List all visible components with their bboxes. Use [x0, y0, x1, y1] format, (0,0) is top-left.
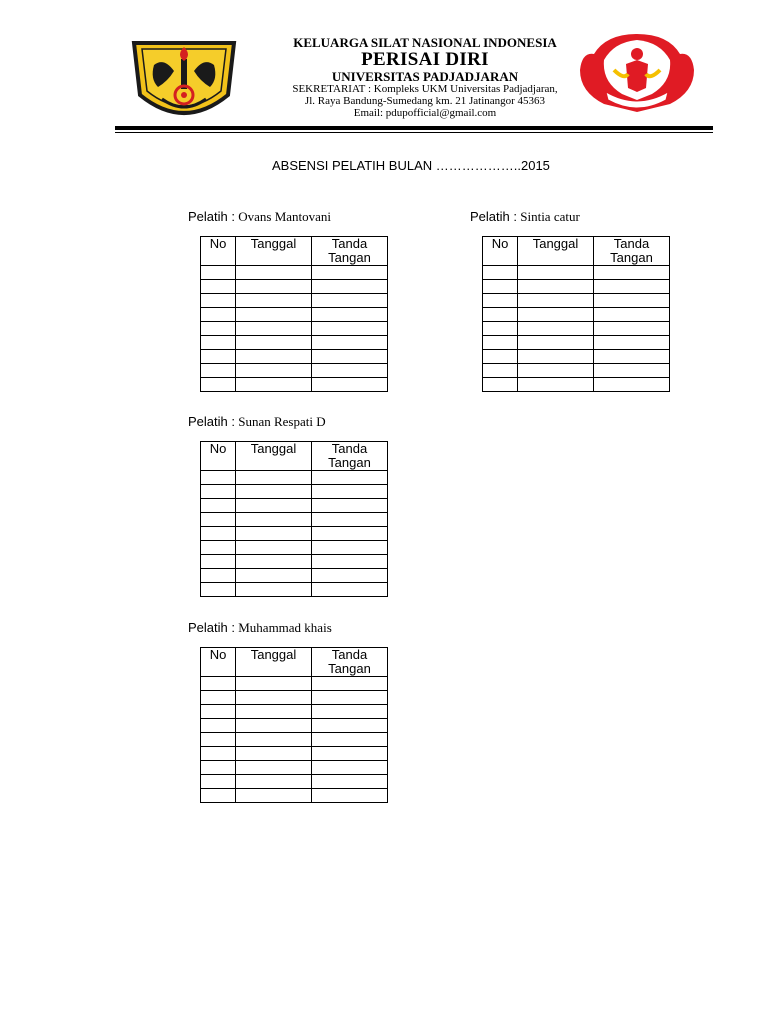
cell-date: [236, 378, 312, 392]
cell-no: [201, 677, 236, 691]
cell-date: [236, 761, 312, 775]
cell-signature: [312, 485, 388, 499]
table-row: [201, 705, 388, 719]
trainer-prefix: Pelatih :: [188, 620, 235, 635]
cell-date: [518, 364, 594, 378]
table-row: [201, 308, 388, 322]
header-date: Tanggal: [518, 237, 594, 266]
cell-signature: [312, 775, 388, 789]
cell-no: [201, 294, 236, 308]
email-line: Email: pdupofficial@gmail.com: [353, 107, 497, 119]
table-header-row: [201, 648, 388, 677]
cell-no: [201, 761, 236, 775]
cell-signature: [312, 350, 388, 364]
cell-date: [236, 789, 312, 803]
cell-signature: [312, 471, 388, 485]
cell-date: [236, 322, 312, 336]
header-rule-thin: [115, 132, 713, 133]
attendance-table: [200, 441, 388, 597]
cell-signature: [312, 761, 388, 775]
cell-no: [483, 364, 518, 378]
cell-signature: [312, 677, 388, 691]
header-rule-thick: [115, 126, 713, 130]
cell-signature: [312, 280, 388, 294]
cell-signature: [594, 336, 670, 350]
header-no: No: [483, 237, 518, 266]
table-row: [201, 569, 388, 583]
cell-date: [518, 336, 594, 350]
cell-date: [236, 294, 312, 308]
cell-date: [236, 569, 312, 583]
header-signature: [312, 237, 388, 266]
cell-no: [201, 350, 236, 364]
cell-signature: [312, 513, 388, 527]
cell-date: [236, 471, 312, 485]
header-signature: [312, 442, 388, 471]
header-signature-line2: Tangan: [328, 455, 371, 470]
cell-no: [483, 280, 518, 294]
cell-no: [201, 691, 236, 705]
trainer-name: Sintia catur: [520, 209, 580, 224]
cell-no: [201, 266, 236, 280]
table-row: [483, 364, 670, 378]
organization-title: PERISAI DIRI: [361, 49, 489, 70]
header-date: Tanggal: [236, 442, 312, 471]
table-row: [201, 691, 388, 705]
cell-no: [201, 705, 236, 719]
cell-no: [201, 280, 236, 294]
secretariat-line: SEKRETARIAT : Kompleks UKM Universitas Padjadjaran,: [292, 83, 558, 95]
cell-no: [201, 719, 236, 733]
cell-signature: [312, 294, 388, 308]
trainer-label: [188, 209, 331, 225]
cell-date: [518, 308, 594, 322]
cell-no: [483, 322, 518, 336]
cell-date: [236, 336, 312, 350]
cell-signature: [594, 322, 670, 336]
cell-signature: [594, 266, 670, 280]
cell-date: [236, 691, 312, 705]
table-row: [201, 527, 388, 541]
cell-signature: [312, 308, 388, 322]
header-signature-line2: Tangan: [328, 661, 371, 676]
table-row: [201, 733, 388, 747]
document-title: ABSENSI PELATIH BULAN ………………..2015: [272, 158, 550, 173]
cell-date: [518, 280, 594, 294]
cell-signature: [312, 541, 388, 555]
cell-date: [236, 719, 312, 733]
cell-no: [201, 513, 236, 527]
cell-no: [201, 308, 236, 322]
table-row: [201, 555, 388, 569]
cell-no: [201, 775, 236, 789]
table-row: [201, 513, 388, 527]
header-no: No: [201, 442, 236, 471]
header-signature-line1: Tanda: [331, 441, 368, 456]
cell-date: [518, 378, 594, 392]
header-no: No: [201, 648, 236, 677]
header-signature: [312, 648, 388, 677]
attendance-table: [200, 647, 388, 803]
cell-no: [201, 527, 236, 541]
table-row: [483, 336, 670, 350]
table-row: [201, 280, 388, 294]
cell-signature: [312, 691, 388, 705]
table-header-row: [201, 442, 388, 471]
table-row: [201, 471, 388, 485]
organization-name: KELUARGA SILAT NASIONAL INDONESIA: [293, 35, 557, 50]
cell-no: [483, 294, 518, 308]
trainer-name: Muhammad khais: [238, 620, 332, 635]
cell-signature: [312, 705, 388, 719]
cell-signature: [312, 569, 388, 583]
cell-no: [201, 789, 236, 803]
trainer-prefix: Pelatih :: [188, 414, 235, 429]
cell-date: [236, 733, 312, 747]
table-row: [201, 499, 388, 513]
table-row: [201, 336, 388, 350]
cell-date: [236, 527, 312, 541]
trainer-prefix: Pelatih :: [188, 209, 235, 224]
cell-no: [201, 378, 236, 392]
cell-date: [518, 294, 594, 308]
cell-signature: [312, 527, 388, 541]
cell-signature: [312, 583, 388, 597]
university-name: UNIVERSITAS PADJADJARAN: [331, 69, 519, 84]
cell-date: [518, 322, 594, 336]
table-row: [201, 378, 388, 392]
trainer-name: Ovans Mantovani: [238, 209, 332, 224]
cell-date: [236, 747, 312, 761]
table-row: [201, 719, 388, 733]
cell-no: [201, 541, 236, 555]
cell-date: [236, 705, 312, 719]
cell-date: [236, 513, 312, 527]
cell-date: [236, 775, 312, 789]
table-row: [483, 266, 670, 280]
header-signature-line1: Tanda: [331, 647, 368, 662]
table-row: [483, 280, 670, 294]
cell-signature: [594, 364, 670, 378]
cell-signature: [594, 294, 670, 308]
cell-no: [483, 266, 518, 280]
cell-signature: [312, 747, 388, 761]
attendance-table: [200, 236, 388, 392]
table-row: [201, 485, 388, 499]
table-row: [201, 677, 388, 691]
cell-signature: [312, 378, 388, 392]
header-signature-line1: Tanda: [613, 236, 650, 251]
cell-date: [518, 266, 594, 280]
header-signature-line2: Tangan: [610, 250, 653, 265]
cell-no: [201, 555, 236, 569]
cell-no: [483, 308, 518, 322]
header-no: No: [201, 237, 236, 266]
cell-date: [236, 280, 312, 294]
cell-no: [483, 350, 518, 364]
cell-no: [201, 322, 236, 336]
cell-date: [236, 555, 312, 569]
table-row: [201, 322, 388, 336]
cell-no: [201, 747, 236, 761]
cell-signature: [312, 719, 388, 733]
trainer-name: Sunan Respati D: [238, 414, 326, 429]
header-signature: [594, 237, 670, 266]
table-row: [201, 541, 388, 555]
cell-no: [201, 499, 236, 513]
cell-date: [236, 364, 312, 378]
header-signature-line2: Tangan: [328, 250, 371, 265]
cell-signature: [312, 322, 388, 336]
table-row: [201, 775, 388, 789]
table-row: [201, 294, 388, 308]
table-row: [483, 294, 670, 308]
table-row: [483, 308, 670, 322]
header-signature-line1: Tanda: [331, 236, 368, 251]
cell-no: [201, 569, 236, 583]
cell-signature: [594, 280, 670, 294]
cell-date: [236, 499, 312, 513]
cell-date: [236, 583, 312, 597]
table-row: [201, 761, 388, 775]
table-row: [201, 583, 388, 597]
cell-date: [236, 266, 312, 280]
cell-signature: [312, 266, 388, 280]
cell-signature: [312, 733, 388, 747]
cell-no: [483, 378, 518, 392]
table-row: [483, 378, 670, 392]
table-header-row: [201, 237, 388, 266]
table-row: [201, 350, 388, 364]
table-row: [483, 322, 670, 336]
cell-signature: [312, 364, 388, 378]
cell-signature: [312, 555, 388, 569]
table-row: [201, 747, 388, 761]
cell-signature: [312, 789, 388, 803]
university-crest-icon: [128, 35, 240, 127]
cell-signature: [594, 378, 670, 392]
address-line: Jl. Raya Bandung-Sumedang km. 21 Jatinangor 45363: [304, 95, 546, 107]
cell-date: [236, 677, 312, 691]
cell-no: [201, 471, 236, 485]
attendance-table: [482, 236, 670, 392]
cell-no: [201, 733, 236, 747]
trainer-label: [470, 209, 580, 225]
cell-signature: [312, 336, 388, 350]
cell-no: [201, 485, 236, 499]
table-header-row: [483, 237, 670, 266]
cell-no: [483, 336, 518, 350]
table-row: [201, 789, 388, 803]
cell-date: [236, 541, 312, 555]
trainer-label: [188, 414, 326, 430]
cell-no: [201, 336, 236, 350]
cell-date: [236, 350, 312, 364]
cell-date: [518, 350, 594, 364]
cell-date: [236, 308, 312, 322]
cell-date: [236, 485, 312, 499]
table-row: [483, 350, 670, 364]
cell-no: [201, 364, 236, 378]
header-date: Tanggal: [236, 237, 312, 266]
table-row: [201, 266, 388, 280]
cell-signature: [594, 350, 670, 364]
trainer-prefix: Pelatih :: [470, 209, 517, 224]
header-date: Tanggal: [236, 648, 312, 677]
cell-signature: [312, 499, 388, 513]
cell-signature: [594, 308, 670, 322]
cell-no: [201, 583, 236, 597]
table-row: [201, 364, 388, 378]
trainer-label: [188, 620, 332, 636]
